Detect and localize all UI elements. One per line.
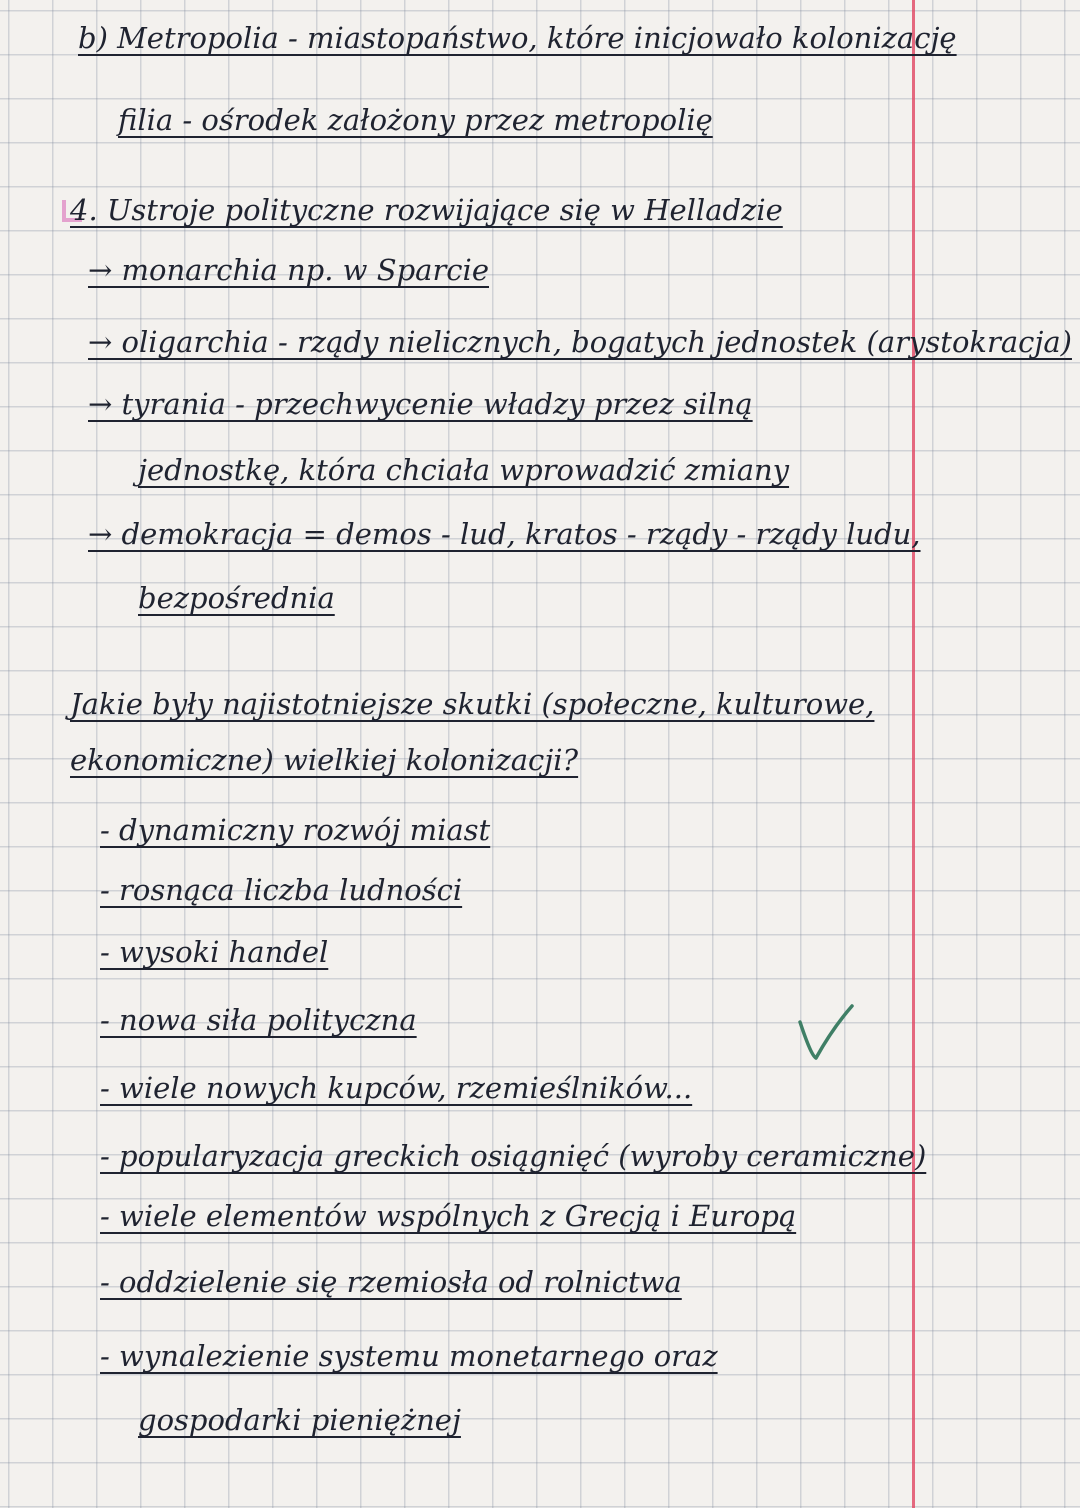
green-check-icon	[792, 1000, 858, 1066]
answer-item-3: - wysoki handel	[100, 935, 329, 969]
answer-item-8: - oddzielenie się rzemiosła od rolnictwa	[100, 1265, 682, 1299]
note-line-monarchy: → monarchia np. w Sparcie	[88, 253, 489, 287]
answer-item-5: - wiele nowych kupców, rzemieślników...	[100, 1071, 693, 1105]
answer-item-1: - dynamiczny rozwój miast	[100, 813, 491, 847]
answer-item-9: - wynalezienie systemu monetarnego oraz	[100, 1339, 718, 1373]
answer-item-7: - wiele elementów wspólnych z Grecją i Europą	[100, 1199, 797, 1233]
answer-item-9-cont: gospodarki pieniężnej	[138, 1403, 461, 1437]
answer-item-4: - nowa siła polityczna	[100, 1003, 417, 1037]
notebook-margin-line	[912, 0, 915, 1508]
note-line-tyranny: → tyrania - przechwycenie władzy przez silną	[88, 387, 753, 421]
answer-item-2: - rosnąca liczba ludności	[100, 873, 463, 907]
answer-item-6: - popularyzacja greckich osiągnięć (wyroby ceramiczne)	[100, 1139, 927, 1173]
section-4-heading: 4. Ustroje polityczne rozwijające się w Helladzie	[70, 193, 783, 227]
question-line-1: Jakie były najistotniejsze skutki (społeczne, kulturowe,	[70, 687, 875, 721]
note-line-tyranny-cont: jednostkę, która chciała wprowadzić zmiany	[138, 453, 790, 487]
note-line-democracy-cont: bezpośrednia	[138, 581, 335, 615]
note-line-democracy: → demokracja = demos - lud, kratos - rządy - rządy ludu,	[88, 517, 921, 551]
question-line-2: ekonomiczne) wielkiej kolonizacji?	[70, 743, 579, 777]
note-line-2: filia - ośrodek założony przez metropolię	[118, 103, 713, 137]
note-line-oligarchy: → oligarchia - rządy nielicznych, bogatych jednostek (arystokracja)	[88, 325, 1072, 359]
note-line-1: b) Metropolia - miastopaństwo, które inicjowało kolonizację	[78, 21, 957, 55]
